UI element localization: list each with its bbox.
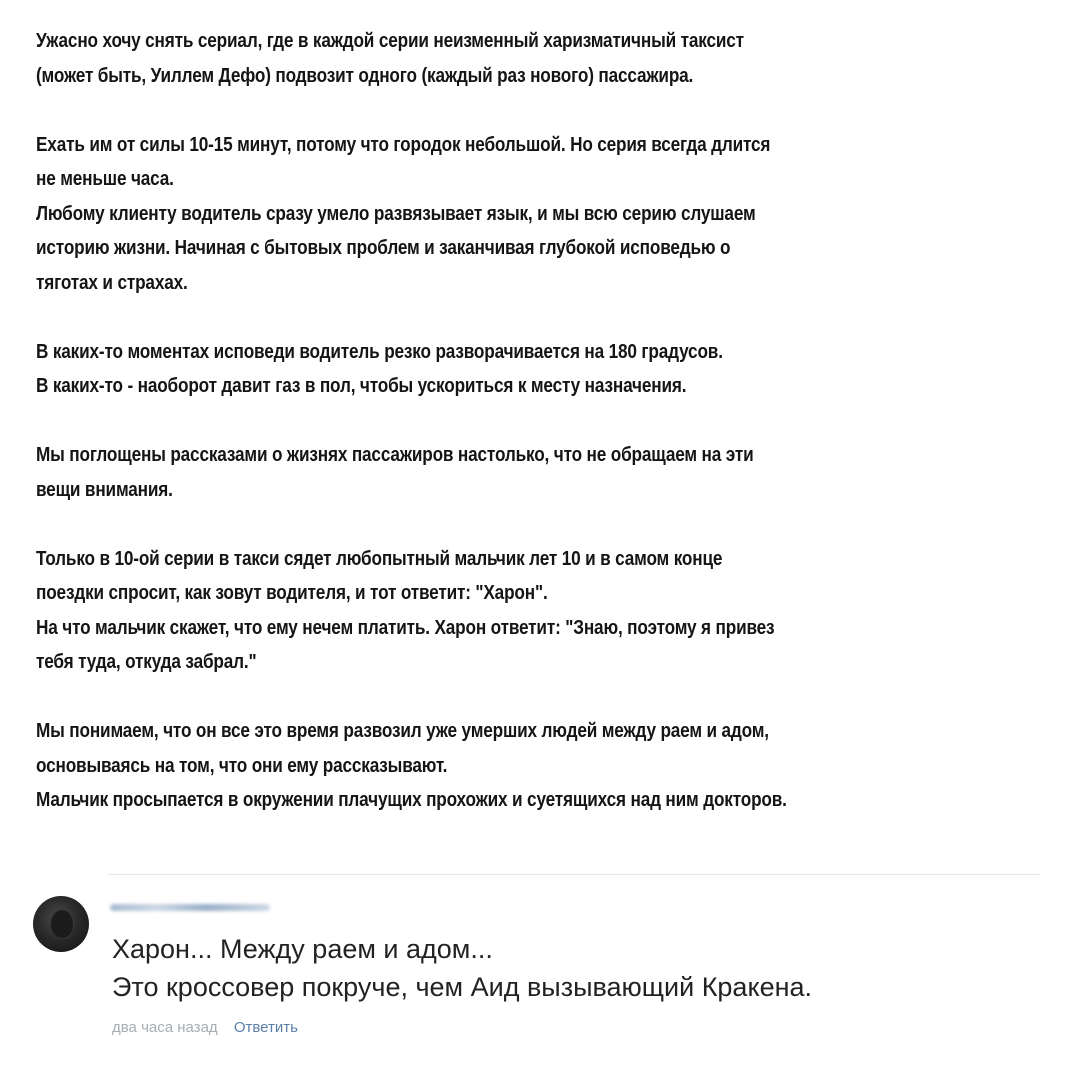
post-line: Только в 10-ой серии в такси сядет любопытный мальчик лет 10 и в самом конце xyxy=(36,547,723,570)
post-line: историю жизни. Начиная с бытовых проблем и заканчивая глубокой исповедью о xyxy=(36,237,731,259)
comment-meta xyxy=(112,1018,298,1038)
post-paragraph-3 xyxy=(36,335,1042,404)
post-text xyxy=(36,24,905,818)
reply-button[interactable]: Ответить xyxy=(233,1019,298,1036)
comment-line: Харон... Между раем и адом... xyxy=(112,934,493,964)
comment-author-name[interactable] xyxy=(110,900,270,914)
comment-line: Это кроссовер покруче, чем Аид вызывающий Кракена. xyxy=(112,972,813,1002)
user-avatar-icon[interactable] xyxy=(33,896,89,952)
post-line: не меньше часа. xyxy=(36,168,174,190)
post-paragraph-1 xyxy=(36,24,1042,93)
post-line: основываясь на том, что они ему рассказывают. xyxy=(36,754,448,777)
comment-text xyxy=(112,930,812,1006)
post-line: В каких-то моментах исповеди водитель резко разворачивается на 180 градусов. xyxy=(36,340,723,363)
avatar-silhouette xyxy=(51,910,73,938)
post-line: Любому клиенту водитель сразу умело развязывает язык, и мы всю серию слушаем xyxy=(36,202,756,225)
post-paragraph-4 xyxy=(36,438,1042,507)
post-line: Ужасно хочу снять сериал, где в каждой серии неизменный харизматичный таксист xyxy=(36,30,744,52)
post-line: тебя туда, откуда забрал." xyxy=(36,651,257,673)
post-line: поездки спросит, как зовут водителя, и тот ответит: "Харон". xyxy=(36,582,548,604)
post-line: Мы поглощены рассказами о жизнях пассажиров настолько, что не обращаем на эти xyxy=(36,444,754,466)
post-line: Мы понимаем, что он все это время развозил уже умерших людей между раем и адом, xyxy=(36,720,769,742)
post-line: тяготах и страхах. xyxy=(36,271,188,294)
post-paragraph-6 xyxy=(36,714,1042,818)
post-line: Ехать им от силы 10-15 минут, потому что городок небольшой. Но серия всегда длится xyxy=(36,133,771,156)
post-line: (может быть, Уиллем Дефо) подвозит одного (каждый раз нового) пассажира. xyxy=(36,64,694,87)
post-line: В каких-то - наоборот давит газ в пол, чтобы ускориться к месту назначения. xyxy=(36,375,687,397)
post-line: вещи внимания. xyxy=(36,478,173,501)
post-line: Мальчик просыпается в окружении плачущих прохожих и суетящихся над ним докторов. xyxy=(36,789,787,811)
comment-divider xyxy=(108,874,1040,875)
post-paragraph-5 xyxy=(36,542,1042,680)
comment-timestamp[interactable]: два часа назад xyxy=(112,1019,218,1036)
blurred-name xyxy=(110,904,270,911)
post-paragraph-2 xyxy=(36,128,1042,301)
post-line: На что мальчик скажет, что ему нечем платить. Харон ответит: "Знаю, поэтому я привез xyxy=(36,616,775,639)
